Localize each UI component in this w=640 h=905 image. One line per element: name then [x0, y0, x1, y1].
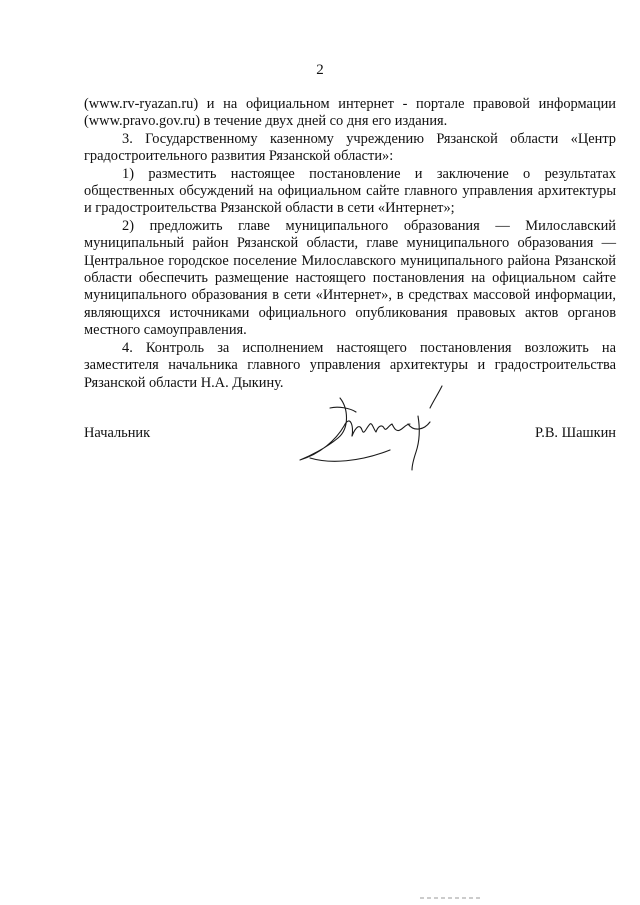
paragraph-continuation: (www.rv-ryazan.ru) и на официальном интернет - портале правовой информации (www.pravo.gov.ru) в течение двух дней со дня его издания. [84, 96, 616, 130]
signatory-title: Начальник [84, 425, 151, 441]
signatory-name: Р.В. Шашкин [535, 425, 616, 441]
document-body [84, 96, 616, 392]
signature-block [84, 424, 616, 444]
paragraph-item-3: 3. Государственному казенному учреждению Рязанской области «Центр градостроительного развития Рязанской области»: [84, 130, 616, 165]
paragraph-subitem-1: 1) разместить настоящее постановление и заключение о результатах общественных обсуждений на официальном сайте главного управления архитектуры и градостроительства Рязанской области в сети «Интернет»; [84, 165, 616, 217]
page-number: 2 [316, 62, 324, 78]
paragraph-item-4: 4. Контроль за исполнением настоящего постановления возложить на заместителя начальника главного управления архитектуры и градостроительства Рязанской области Н.А. Дыкину. [84, 339, 616, 391]
scan-artifact-mark [420, 896, 480, 900]
paragraph-subitem-2: 2) предложить главе муниципального образования — Милославский муниципальный район Рязанской области, главе муниципального образования — Центральное городское поселение Милославского муниципального района Рязанской области обеспечить размещение настоящего постановления на официальном сайте муниципального образования в сети «Интернет», в средствах массовой информации, являющихся источниками официального опубликования правовых актов органов местного самоуправления. [84, 217, 616, 339]
